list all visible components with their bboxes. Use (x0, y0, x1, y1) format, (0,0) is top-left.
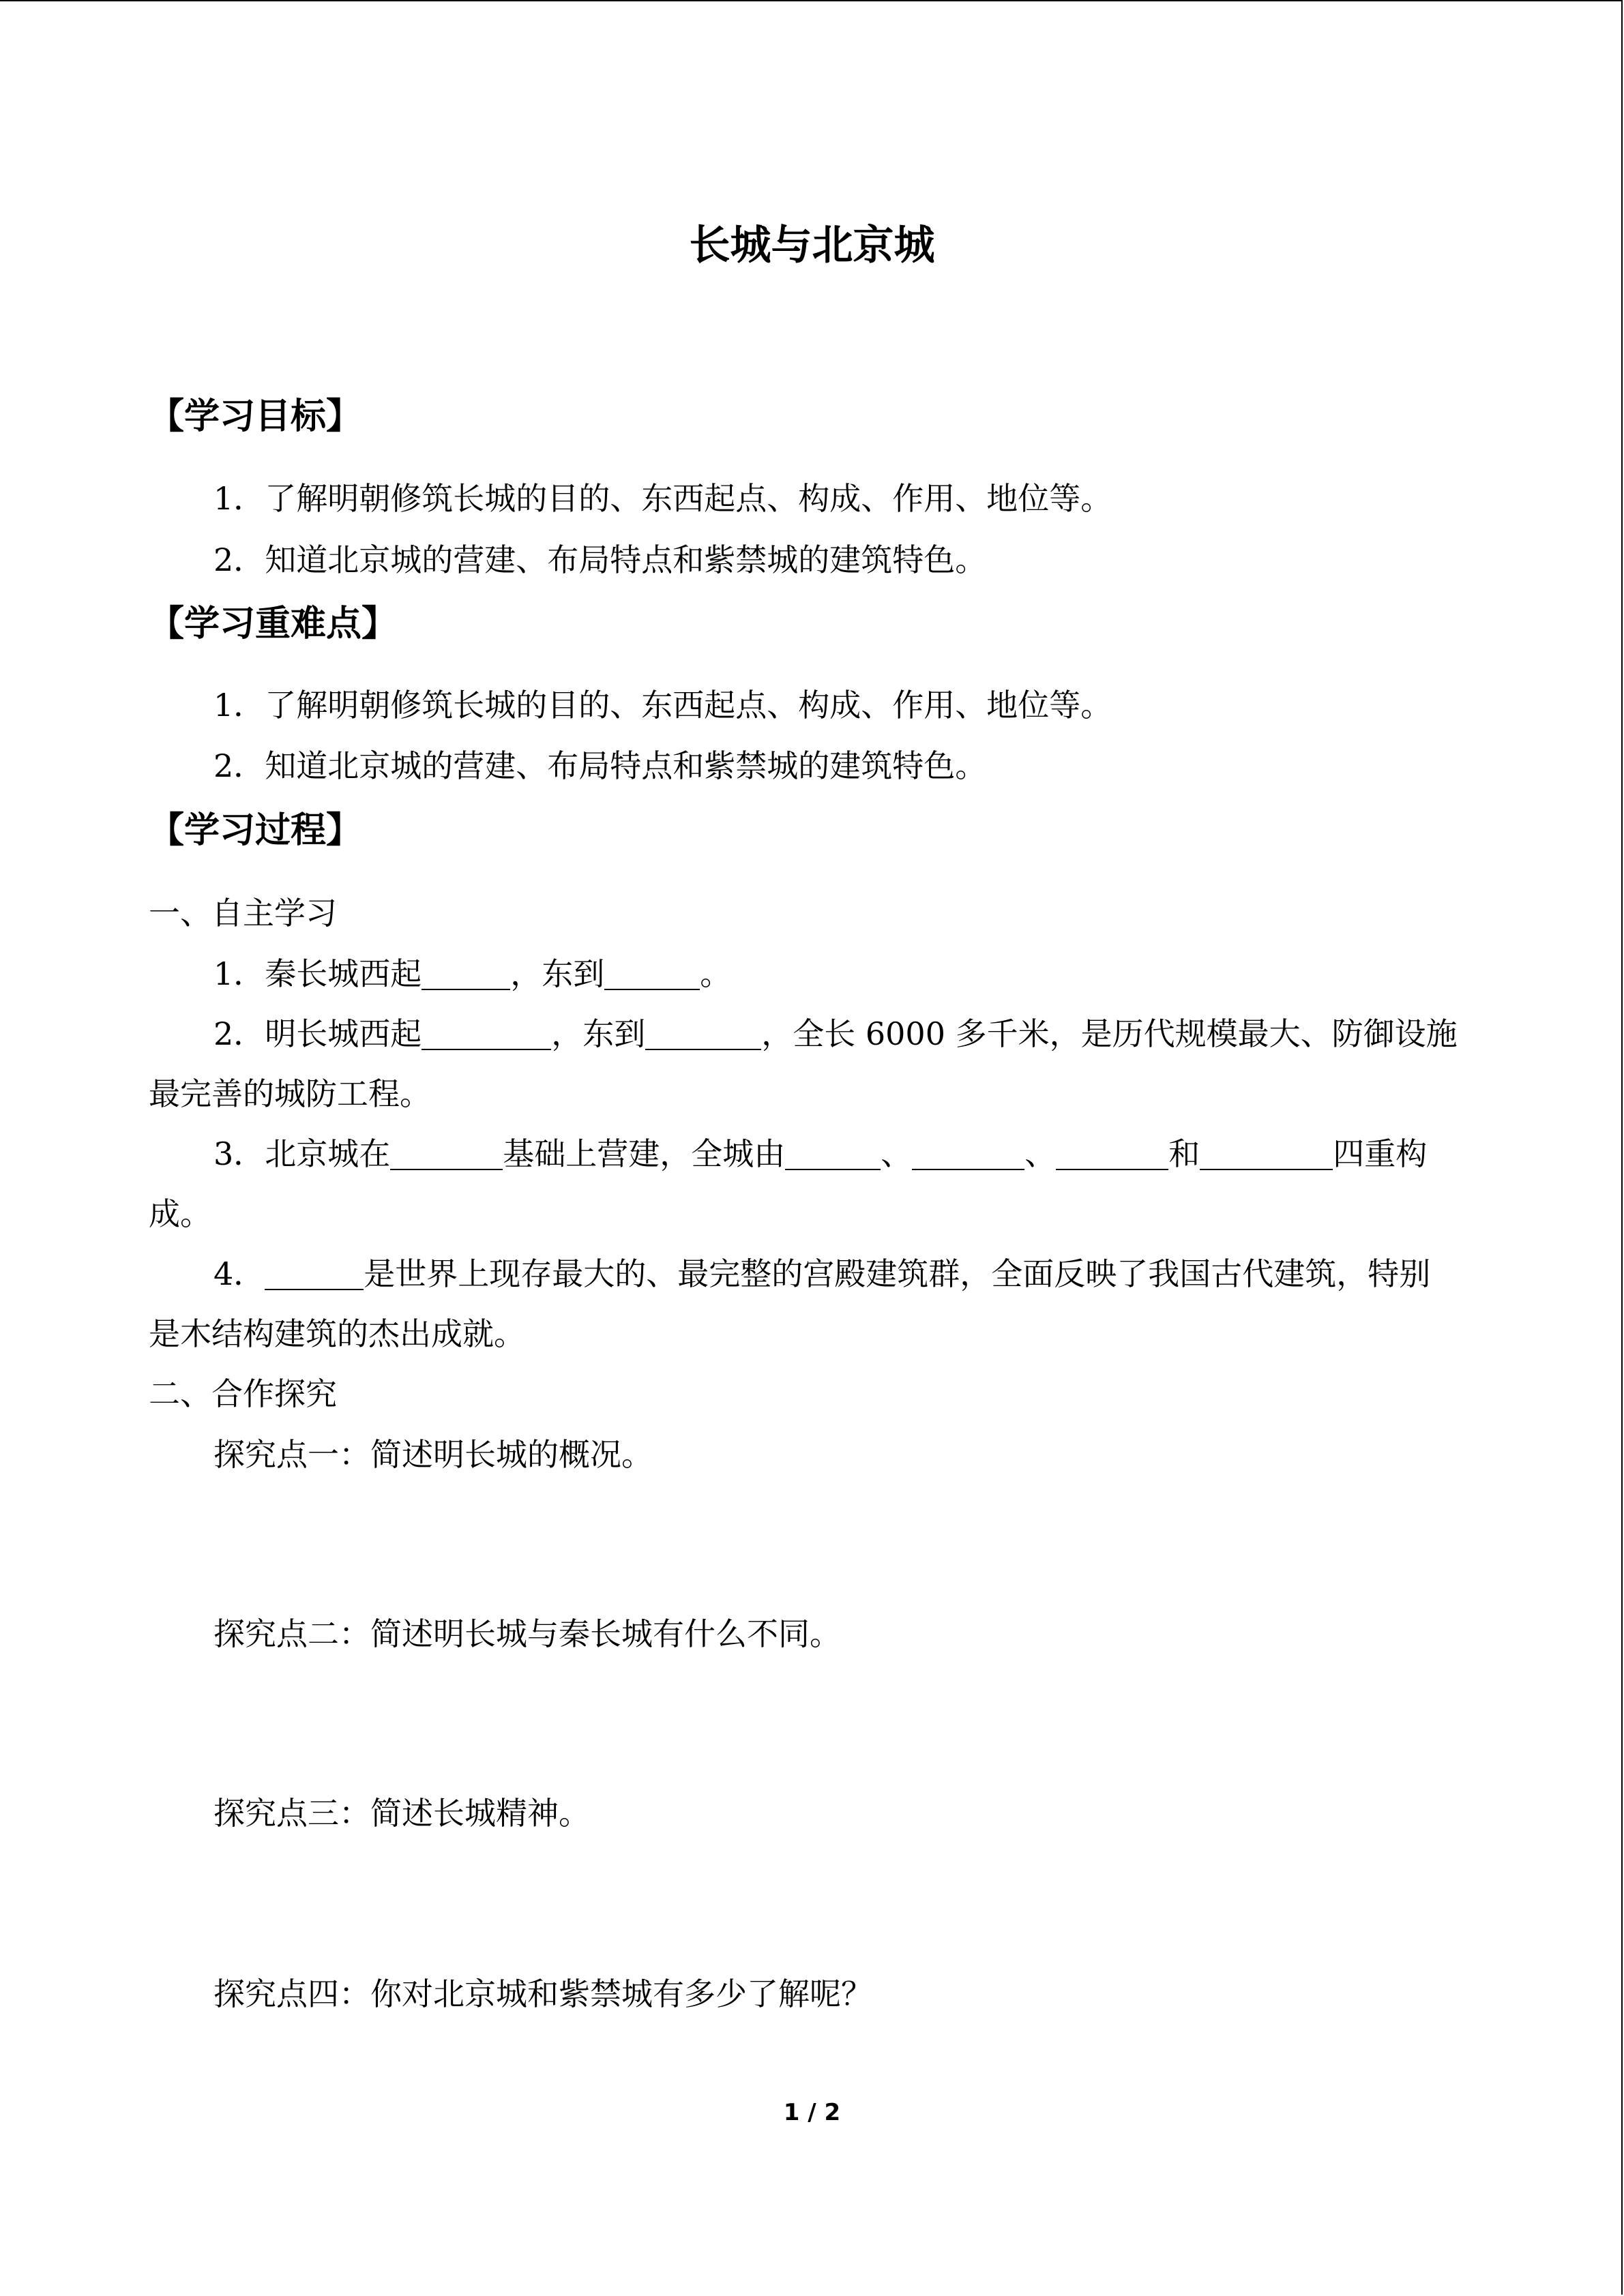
q2-blank-1[interactable] (422, 1016, 551, 1050)
q3-blank-2[interactable] (785, 1136, 881, 1170)
q1-text-c: 。 (700, 955, 732, 992)
q4-blank-1[interactable] (265, 1256, 364, 1290)
q1-text-a: 1．秦长城西起 (213, 955, 422, 992)
q3-text-d: 、 (1024, 1135, 1057, 1172)
key-points-heading: 【学习重难点】 (149, 603, 398, 644)
page-title: 长城与北京城 (689, 222, 935, 269)
q1-blank-2[interactable] (604, 956, 700, 990)
process-heading: 【学习过程】 (149, 810, 362, 851)
self-study-heading: 一、自主学习 (149, 895, 337, 931)
q1-text-b: ，东到 (510, 955, 605, 992)
key-point-item-1: 1．了解明朝修筑长城的目的、东西起点、构成、作用、地位等。 (213, 687, 1112, 724)
q2-text-c: ，全长 6000 多千米，是历代规模最大、防御设施 (761, 1015, 1458, 1052)
q2-text-b: ，东到 (551, 1015, 646, 1052)
fill-question-1 (213, 949, 731, 994)
q3-text-e: 和 (1168, 1135, 1200, 1172)
objective-item-1: 1．了解明朝修筑长城的目的、东西起点、构成、作用、地位等。 (213, 480, 1112, 517)
q3-continuation: 成。 (149, 1195, 211, 1232)
inquiry-point-1: 探究点一：简述明长城的概况。 (213, 1436, 653, 1473)
fill-question-2 (213, 1009, 1458, 1054)
q3-blank-5[interactable] (1200, 1136, 1333, 1170)
objective-item-2: 2．知道北京城的营建、布局特点和紫禁城的建筑特色。 (213, 541, 987, 578)
q2-blank-2[interactable] (645, 1016, 761, 1050)
q3-blank-3[interactable] (912, 1136, 1024, 1170)
page-number: 1 / 2 (783, 2099, 841, 2126)
q4-text-b: 是世界上现存最大的、最完整的宫殿建筑群，全面反映了我国古代建筑，特别 (364, 1255, 1431, 1292)
inquiry-point-2: 探究点二：简述明长城与秦长城有什么不同。 (213, 1615, 841, 1652)
objectives-heading: 【学习目标】 (149, 396, 362, 437)
q4-continuation: 是木结构建筑的杰出成就。 (149, 1315, 525, 1352)
q3-blank-1[interactable] (390, 1136, 503, 1170)
q4-text-a: 4． (213, 1255, 265, 1292)
inquiry-point-4: 探究点四：你对北京城和紫禁城有多少了解呢？ (213, 1976, 872, 2012)
q3-text-a: 3．北京城在 (213, 1135, 391, 1172)
fill-question-4 (213, 1249, 1430, 1294)
q2-continuation: 最完善的城防工程。 (149, 1075, 431, 1112)
q1-blank-1[interactable] (422, 956, 510, 990)
q3-text-c: 、 (881, 1135, 913, 1172)
q3-blank-4[interactable] (1056, 1136, 1168, 1170)
cooperation-heading: 二、合作探究 (149, 1375, 337, 1412)
q3-text-b: 基础上营建，全城由 (503, 1135, 786, 1172)
inquiry-point-3: 探究点三：简述长城精神。 (213, 1795, 590, 1832)
q2-text-a: 2．明长城西起 (213, 1015, 422, 1052)
fill-question-3 (213, 1129, 1427, 1174)
q3-text-f: 四重构 (1333, 1135, 1428, 1172)
key-point-item-2: 2．知道北京城的营建、布局特点和紫禁城的建筑特色。 (213, 747, 987, 784)
